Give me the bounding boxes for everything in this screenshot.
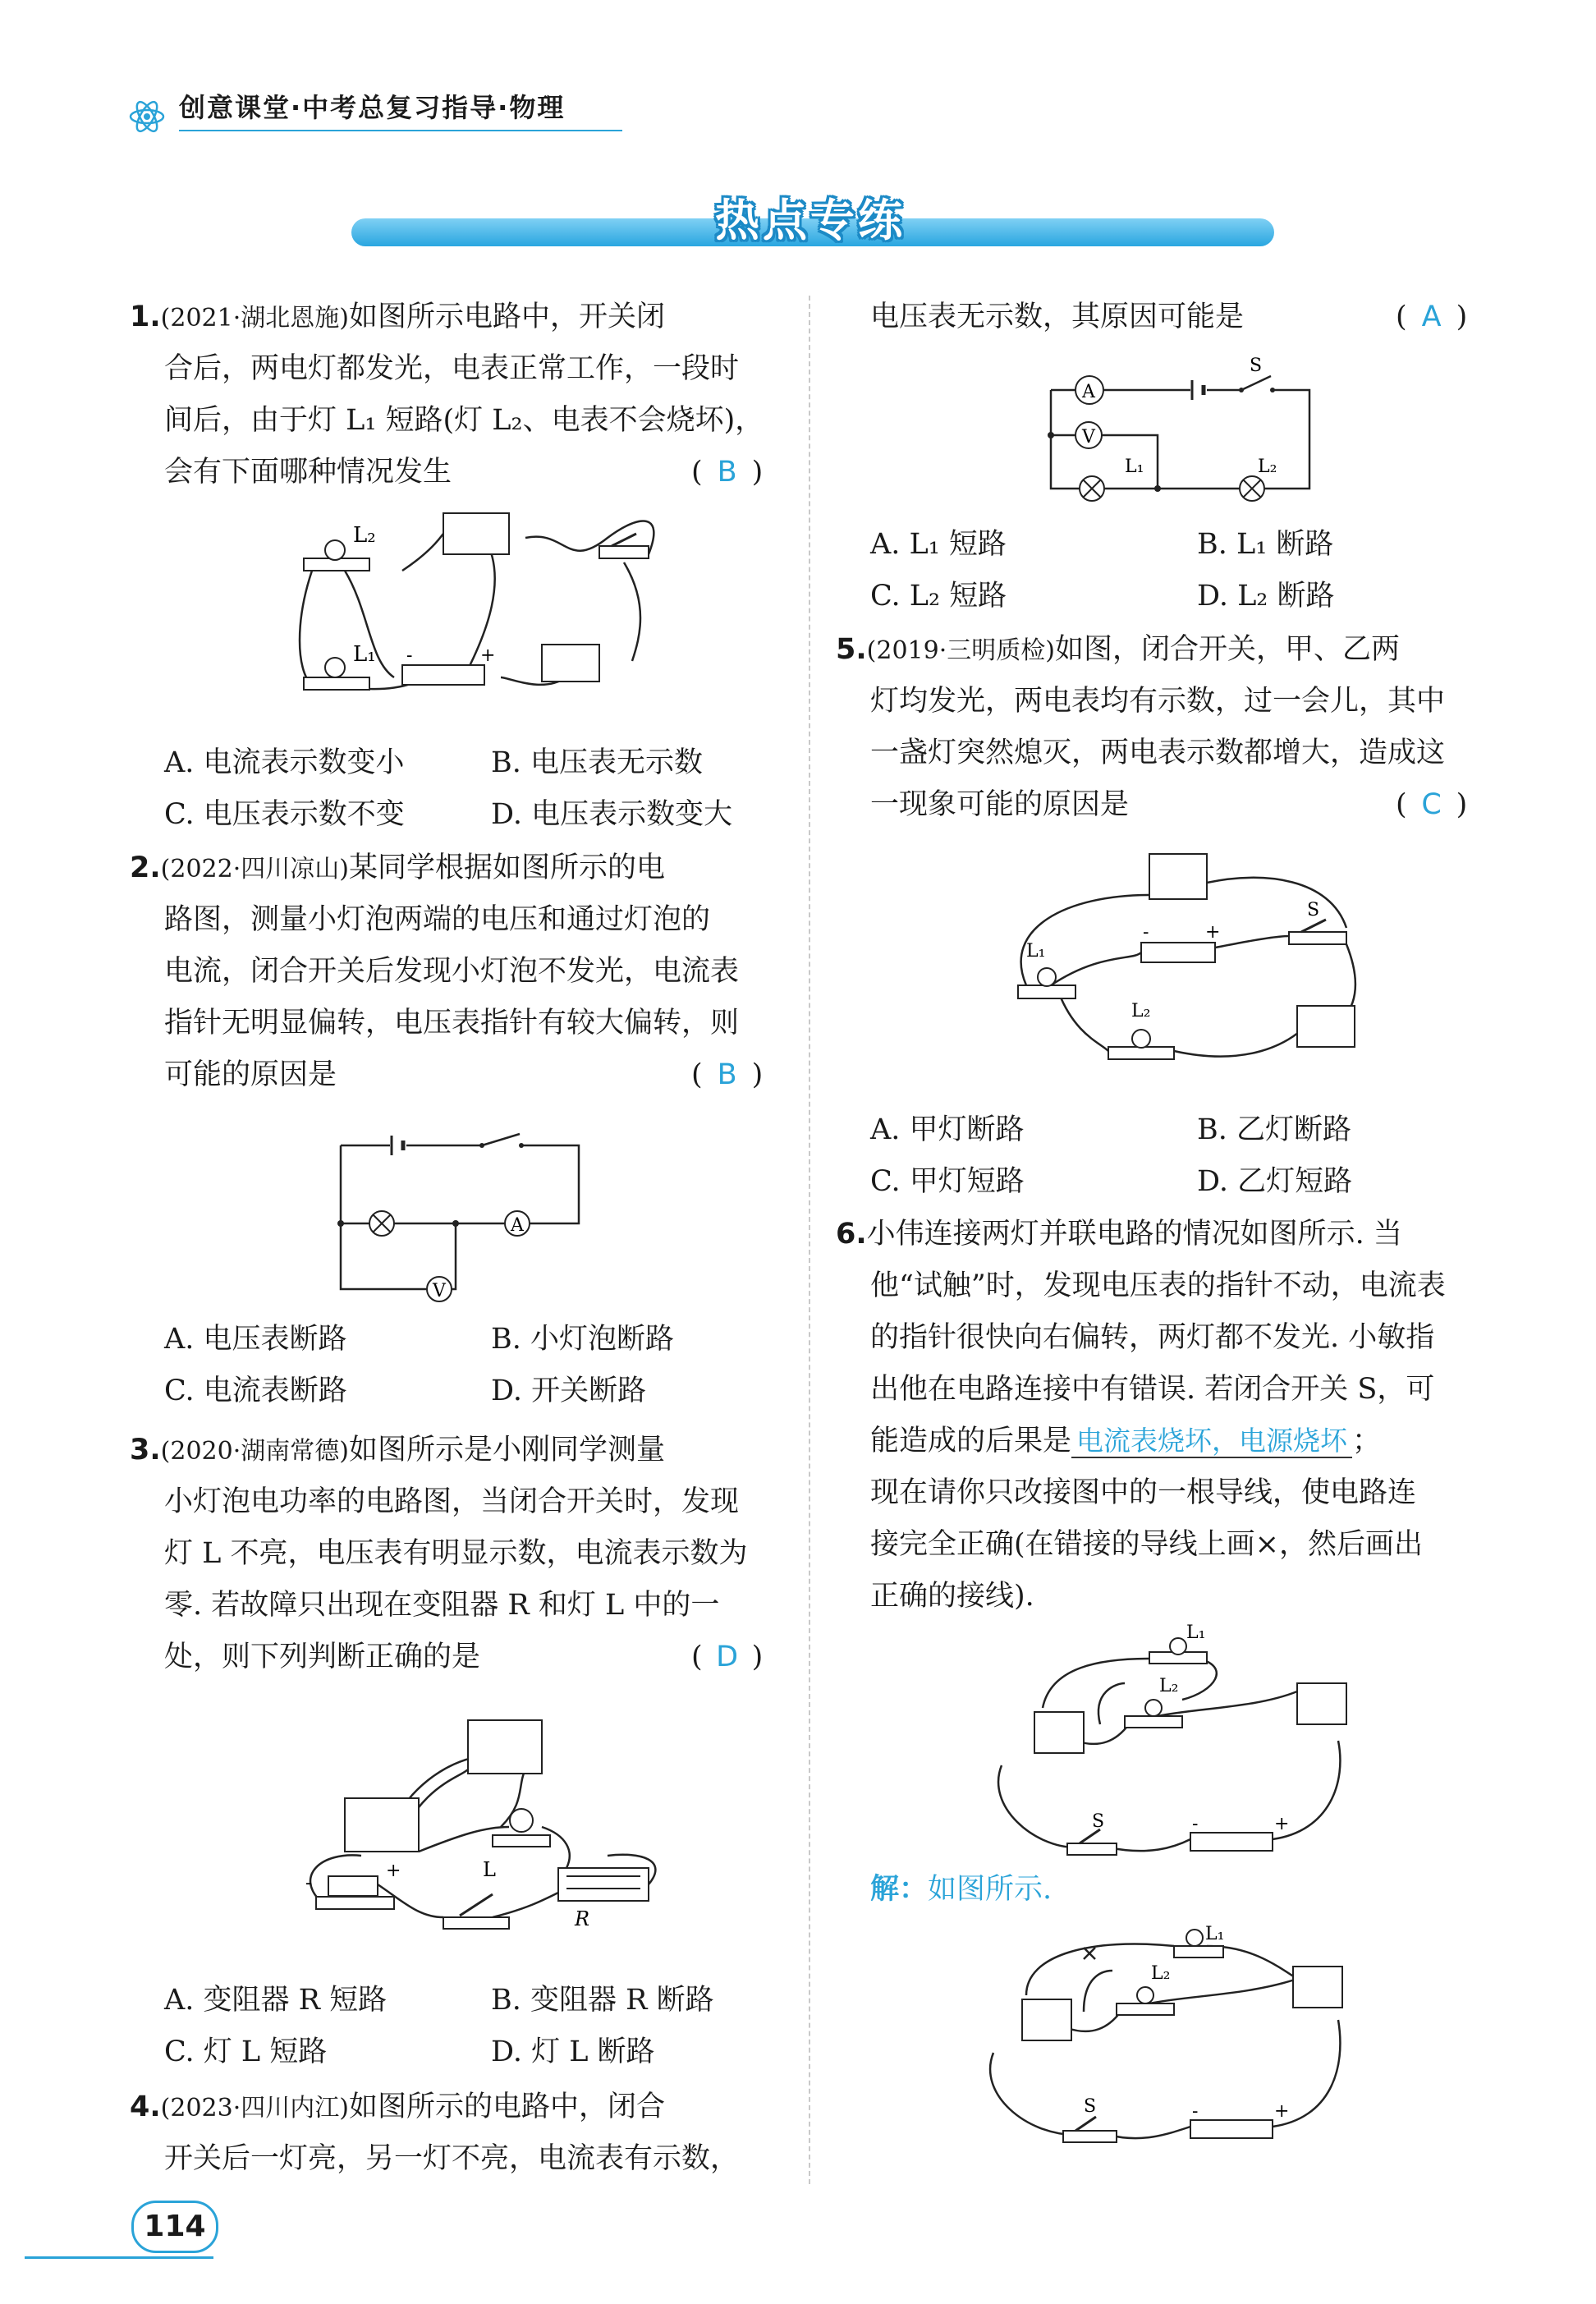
q6-sol-label-switch: S bbox=[1084, 2096, 1097, 2117]
q1-circuit-figure bbox=[296, 505, 665, 710]
q5-line-3: 一现象可能的原因是 bbox=[870, 788, 1130, 821]
q6-fill-answer[interactable]: 电流表烧坏，电源烧坏 bbox=[1071, 1425, 1352, 1458]
q1-label-l2: L₂ bbox=[353, 523, 376, 548]
q3-text-0: 如图所示是小刚同学测量 bbox=[348, 1434, 665, 1466]
q4-number: 4. bbox=[130, 2091, 161, 2123]
q4-text-0: 如图所示的电路中，闭合 bbox=[348, 2091, 665, 2123]
q1-option-a[interactable]: A. 电流表示数变小 bbox=[164, 746, 405, 779]
q1-source: (2021·湖北恩施) bbox=[160, 304, 349, 333]
q6-number: 6. bbox=[836, 1218, 867, 1251]
q2-option-b[interactable]: B. 小灯泡断路 bbox=[491, 1323, 674, 1356]
q6-line-1: 他“试触”时，发现电压表的指针不动，电流表 bbox=[870, 1269, 1446, 1302]
q4-label-l1: L₁ bbox=[1125, 457, 1144, 477]
q2-circuit-figure bbox=[332, 1129, 595, 1314]
q3-line-3: 零. 若故障只出现在变阻器 R 和灯 L 中的一 bbox=[164, 1589, 720, 1622]
q1-line-2: 间后，由于灯 L₁ 短路(灯 L₂、电表不会烧坏)， bbox=[164, 404, 764, 437]
q5-answer: ( C ) bbox=[1396, 779, 1467, 830]
q3-label-minus: - bbox=[305, 1873, 312, 1893]
q5-option-b[interactable]: B. 乙灯断路 bbox=[1197, 1113, 1351, 1146]
q6-line-2: 的指针很快向右偏转，两灯都不发光. 小敏指 bbox=[870, 1321, 1435, 1354]
q4-label-l2: L₂ bbox=[1258, 457, 1277, 477]
q5-line-1: 灯均发光，两电表均有示数，过一会儿，其中 bbox=[870, 685, 1446, 718]
q5-line-2: 一盏灯突然熄灭，两电表示数都增大，造成这 bbox=[870, 737, 1446, 769]
q6-line-5: 现在请你只改接图中的一根导线，使电路连 bbox=[870, 1476, 1417, 1509]
q1-answer: ( B ) bbox=[691, 447, 763, 498]
q5-label-switch: S bbox=[1307, 900, 1320, 920]
q2-answer: ( B ) bbox=[691, 1049, 763, 1100]
q6-label-minus: - bbox=[1192, 1814, 1199, 1834]
q3-label-lamp: L bbox=[483, 1858, 496, 1881]
q2-line-3: 指针无明显偏转，电压表指针有较大偏转，则 bbox=[164, 1007, 740, 1040]
q5-label-l1: L₁ bbox=[1026, 941, 1046, 962]
atom-logo-icon bbox=[127, 97, 167, 136]
q3-circuit-figure bbox=[296, 1712, 673, 1950]
q3-source: (2020·湖南常德) bbox=[160, 1437, 349, 1466]
q4-line-2: 电压表无示数，其原因可能是 bbox=[870, 301, 1245, 333]
q5-circuit-figure bbox=[1002, 846, 1363, 1067]
q5-answer-letter: C bbox=[1421, 788, 1442, 821]
q6-solution-label: 解： bbox=[870, 1873, 929, 1906]
q6-line-6: 接完全正确(在错接的导线上画×，然后画出 bbox=[870, 1528, 1423, 1561]
q3-line-2: 灯 L 不亮，电压表有明显示数，电流表示数为 bbox=[164, 1537, 748, 1570]
q1-label-plus: + bbox=[480, 645, 496, 666]
q6-sol-label-l1: L₁ bbox=[1205, 1924, 1225, 1944]
q2-label-voltmeter: V bbox=[433, 1281, 446, 1301]
q3-option-c[interactable]: C. 灯 L 短路 bbox=[164, 2036, 328, 2068]
q6-line-0 bbox=[836, 1209, 1402, 1260]
q3-answer-letter: D bbox=[716, 1641, 739, 1673]
q4-circuit-figure bbox=[1043, 353, 1322, 501]
q5-source: (2019·三明质检) bbox=[866, 636, 1055, 665]
q2-number: 2. bbox=[130, 851, 161, 884]
q2-option-c[interactable]: C. 电流表断路 bbox=[164, 1375, 347, 1407]
banner-title: 热点专练 bbox=[715, 195, 906, 246]
q2-line-2: 电流，闭合开关后发现小灯泡不发光，电流表 bbox=[164, 955, 740, 988]
q5-number: 5. bbox=[836, 633, 867, 666]
q6-circuit-figure bbox=[985, 1622, 1363, 1864]
q4-label-ammeter: A bbox=[1082, 382, 1095, 402]
q5-option-d[interactable]: D. 乙灯短路 bbox=[1197, 1165, 1353, 1198]
q2-option-a[interactable]: A. 电压表断路 bbox=[164, 1323, 347, 1356]
q4-label-switch: S bbox=[1250, 356, 1263, 376]
q3-option-d[interactable]: D. 灯 L 断路 bbox=[491, 2036, 655, 2068]
q1-number: 1. bbox=[130, 301, 161, 333]
q3-label-rheostat: R bbox=[575, 1907, 590, 1930]
q4-option-c[interactable]: C. L₂ 短路 bbox=[870, 580, 1007, 613]
q6-line-3: 出他在电路连接中有错误. 若闭合开关 S，可 bbox=[870, 1373, 1435, 1406]
q4-answer-letter: A bbox=[1421, 301, 1442, 333]
q6-solution bbox=[870, 1864, 1052, 1915]
q1-answer-letter: B bbox=[717, 456, 737, 489]
q1-line-3: 会有下面哪种情况发生 bbox=[164, 456, 452, 489]
q3-number: 3. bbox=[130, 1434, 161, 1466]
q1-option-d[interactable]: D. 电压表示数变大 bbox=[491, 798, 733, 831]
q3-line-0 bbox=[130, 1425, 665, 1477]
q3-answer: ( D ) bbox=[691, 1632, 763, 1682]
q6-label-switch: S bbox=[1092, 1811, 1105, 1832]
q5-option-a[interactable]: A. 甲灯断路 bbox=[870, 1113, 1025, 1146]
q2-source: (2022·四川凉山) bbox=[160, 855, 349, 884]
q2-line-1: 路图，测量小灯泡两端的电压和通过灯泡的 bbox=[164, 903, 711, 936]
q5-line-0 bbox=[836, 624, 1400, 677]
q4-label-voltmeter: V bbox=[1082, 427, 1095, 447]
q2-line-0 bbox=[130, 842, 665, 895]
q6-sol-label-l2: L₂ bbox=[1151, 1963, 1171, 1984]
q1-line-1: 合后，两电灯都发光，电表正常工作，一段时 bbox=[164, 352, 740, 385]
q5-label-l2: L₂ bbox=[1131, 1001, 1151, 1021]
q5-text-0: 如图，闭合开关，甲、乙两 bbox=[1054, 633, 1400, 666]
q2-answer-letter: B bbox=[717, 1058, 737, 1091]
q6-solution-text: 如图所示. bbox=[928, 1873, 1053, 1906]
q4-source: (2023·四川内江) bbox=[160, 2094, 349, 2123]
header-underline bbox=[179, 130, 622, 131]
q4-option-b[interactable]: B. L₁ 断路 bbox=[1197, 528, 1334, 561]
q1-line-0 bbox=[130, 291, 665, 344]
q3-label-plus: + bbox=[386, 1861, 401, 1881]
q4-line-0 bbox=[130, 2081, 665, 2134]
q6-label-plus: + bbox=[1274, 1814, 1290, 1834]
q6-solution-figure bbox=[977, 1924, 1363, 2151]
q1-option-c[interactable]: C. 电压表示数不变 bbox=[164, 798, 405, 831]
q5-option-c[interactable]: C. 甲灯短路 bbox=[870, 1165, 1025, 1198]
q4-line-1: 开关后一灯亮，另一灯不亮，电流表有示数， bbox=[164, 2142, 740, 2175]
q4-answer: ( A ) bbox=[1396, 291, 1467, 342]
page-number-underline bbox=[25, 2256, 213, 2259]
q1-label-l1: L₁ bbox=[353, 642, 376, 667]
q2-label-ammeter: A bbox=[511, 1215, 524, 1236]
q3-option-a[interactable]: A. 变阻器 R 短路 bbox=[164, 1984, 388, 2017]
q4-option-a[interactable]: A. L₁ 短路 bbox=[870, 528, 1007, 561]
q3-option-b[interactable]: B. 变阻器 R 断路 bbox=[491, 1984, 714, 2017]
page-number: 114 bbox=[131, 2201, 218, 2253]
q5-label-minus: - bbox=[1143, 922, 1149, 943]
q2-text-0: 某同学根据如图所示的电 bbox=[348, 851, 665, 884]
q6-sol-label-plus: + bbox=[1274, 2101, 1290, 2122]
series-title: 创意课堂·中考总复习指导·物理 bbox=[179, 92, 566, 123]
q6-sol-label-minus: - bbox=[1192, 2101, 1199, 2122]
q6-label-l1: L₁ bbox=[1186, 1622, 1206, 1643]
q5-label-plus: + bbox=[1205, 922, 1221, 943]
q6-label-l2: L₂ bbox=[1159, 1676, 1179, 1696]
q1-label-minus: - bbox=[406, 645, 413, 666]
q1-option-b[interactable]: B. 电压表无示数 bbox=[491, 746, 703, 779]
q1-text-0: 如图所示电路中，开关闭 bbox=[348, 301, 665, 333]
q4-option-d[interactable]: D. L₂ 断路 bbox=[1197, 580, 1335, 613]
column-divider bbox=[809, 296, 810, 2184]
q2-option-d[interactable]: D. 开关断路 bbox=[491, 1375, 647, 1407]
q3-line-1: 小灯泡电功率的电路图，当闭合开关时，发现 bbox=[164, 1485, 740, 1518]
q6-line-7: 正确的接线). bbox=[870, 1580, 1034, 1613]
q2-line-4: 可能的原因是 bbox=[164, 1058, 337, 1091]
q6-line-4: 能造成的后果是 电流表烧坏，电源烧坏 ； bbox=[870, 1425, 1382, 1457]
q3-line-4: 处，则下列判断正确的是 bbox=[164, 1641, 481, 1673]
q6-text-0: 小伟连接两灯并联电路的情况如图所示. 当 bbox=[866, 1218, 1402, 1251]
q6-text-4: 能造成的后果是 bbox=[870, 1425, 1072, 1457]
